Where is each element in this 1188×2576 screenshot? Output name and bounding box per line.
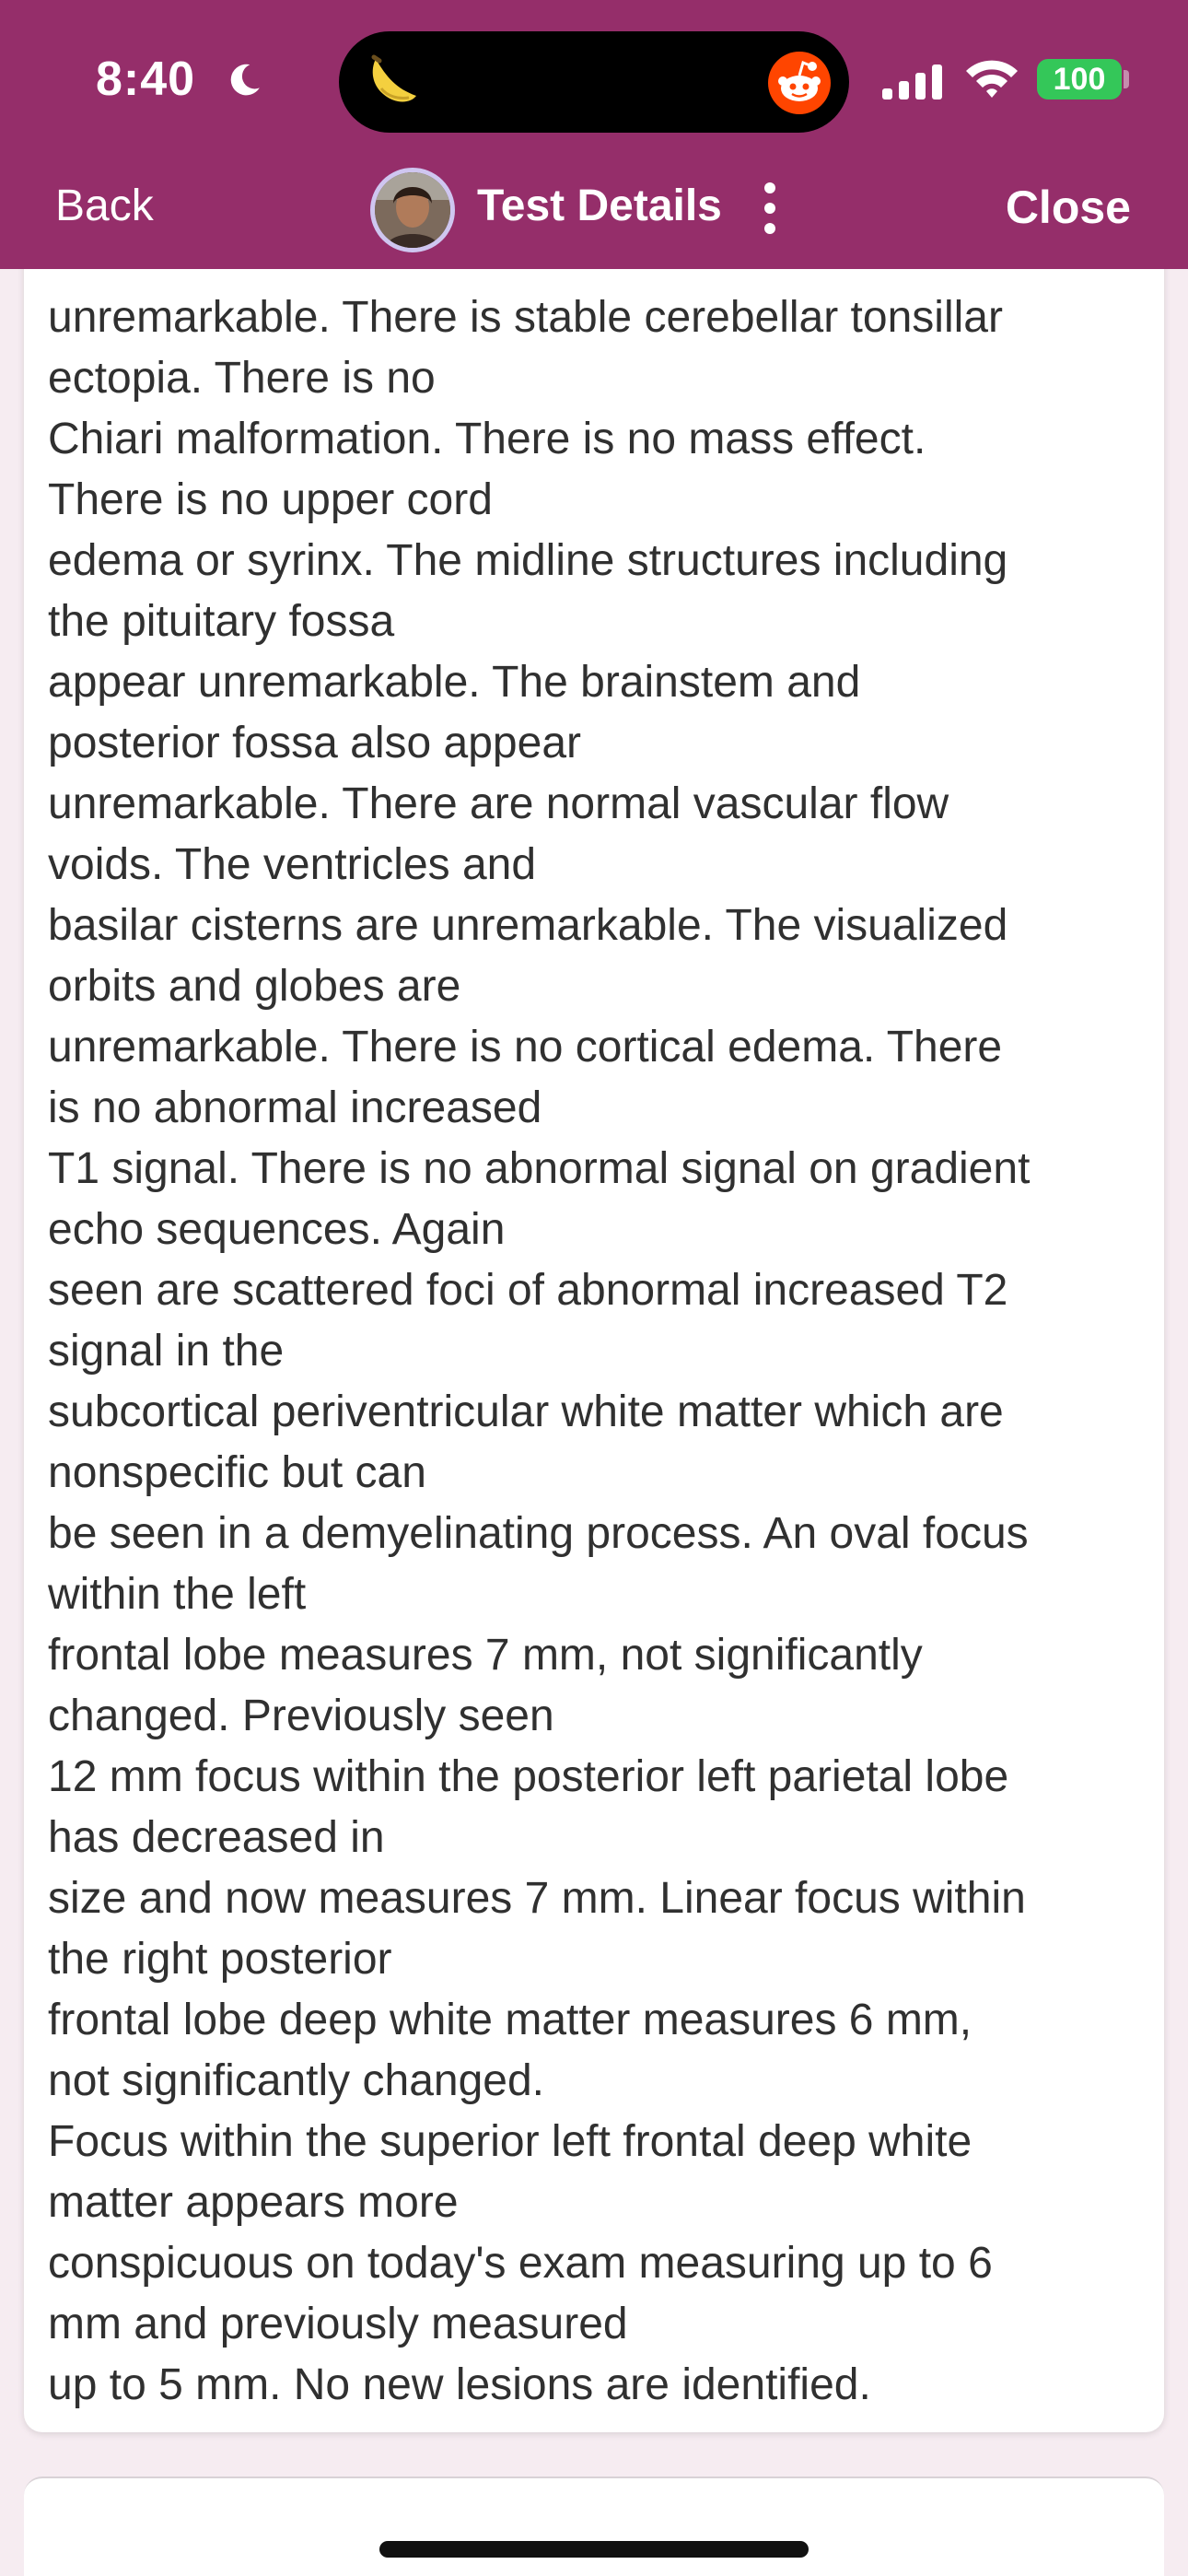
report-line: conspicuous on today's exam measuring up to 6 xyxy=(48,2239,993,2288)
status-time: 8:40 xyxy=(96,53,196,106)
reddit-icon xyxy=(766,50,833,116)
report-line: echo sequences. Again xyxy=(48,1205,506,1254)
report-line: voids. The ventricles and xyxy=(48,840,537,889)
report-line: size and now measures 7 mm. Linear focus within xyxy=(48,1874,1026,1923)
report-line: Chiari malformation. There is no mass effect. xyxy=(48,415,926,463)
report-line: ectopia. There is no xyxy=(48,354,436,403)
report-line: frontal lobe deep white matter measures 6 mm, xyxy=(48,1996,973,2044)
report-line: the pituitary fossa xyxy=(48,597,395,646)
battery-icon: 100 xyxy=(1037,59,1122,100)
report-line: signal in the xyxy=(48,1327,285,1376)
report-line: nonspecific but can xyxy=(48,1448,426,1497)
home-indicator[interactable] xyxy=(379,2541,809,2558)
report-line: seen are scattered foci of abnormal increased T2 xyxy=(48,1266,1008,1315)
report-line: mm and previously measured xyxy=(48,2300,628,2348)
report-line: up to 5 mm. No new lesions are identified. xyxy=(48,2360,871,2409)
report-line: T1 signal. There is no abnormal signal on gradient xyxy=(48,1144,1031,1193)
report-line: Focus within the superior left frontal deep white xyxy=(48,2117,973,2166)
report-line: unremarkable. There are normal vascular flow xyxy=(48,779,949,828)
report-line: orbits and globes are xyxy=(48,962,461,1011)
page-title: Test Details xyxy=(477,181,722,230)
dynamic-island xyxy=(339,31,849,133)
report-line: 12 mm focus within the posterior left parietal lobe xyxy=(48,1752,1009,1801)
banana-app-icon xyxy=(359,50,425,116)
report-line: appear unremarkable. The brainstem and xyxy=(48,658,861,707)
report-line: changed. Previously seen xyxy=(48,1692,554,1740)
report-line: unremarkable. There is no cortical edema. There xyxy=(48,1023,1003,1071)
report-line: has decreased in xyxy=(48,1813,385,1862)
report-line: frontal lobe measures 7 mm, not significantly xyxy=(48,1631,923,1680)
vertical-ellipsis-icon[interactable] xyxy=(759,181,781,236)
report-line: be seen in a demyelinating process. An oval focus xyxy=(48,1509,1029,1558)
report-line: edema or syrinx. The midline structures including xyxy=(48,536,1008,585)
report-line: basilar cisterns are unremarkable. The visualized xyxy=(48,901,1008,950)
report-line: posterior fossa also appear xyxy=(48,719,581,767)
avatar-photo-icon xyxy=(375,172,450,248)
report-text xyxy=(48,287,1153,2416)
report-card xyxy=(24,212,1164,2432)
close-button[interactable]: Close xyxy=(1005,181,1131,233)
report-line: unremarkable. There is stable cerebellar tonsillar xyxy=(48,293,1003,342)
avatar[interactable] xyxy=(370,168,455,252)
report-line: within the left xyxy=(48,1570,307,1619)
report-line: matter appears more xyxy=(48,2178,459,2227)
wifi-icon xyxy=(963,57,1020,100)
cellular-signal-icon xyxy=(882,64,945,100)
moon-icon xyxy=(225,61,263,100)
report-line: the right posterior xyxy=(48,1935,392,1984)
back-button[interactable]: Back xyxy=(55,181,154,230)
report-line: subcortical periventricular white matter which are xyxy=(48,1388,1004,1436)
next-card xyxy=(24,2476,1164,2576)
report-line: There is no upper cord xyxy=(48,475,493,524)
battery-nub xyxy=(1124,70,1129,88)
report-line: is no abnormal increased xyxy=(48,1083,542,1132)
report-line: not significantly changed. xyxy=(48,2056,545,2105)
header-bar xyxy=(0,0,1188,269)
